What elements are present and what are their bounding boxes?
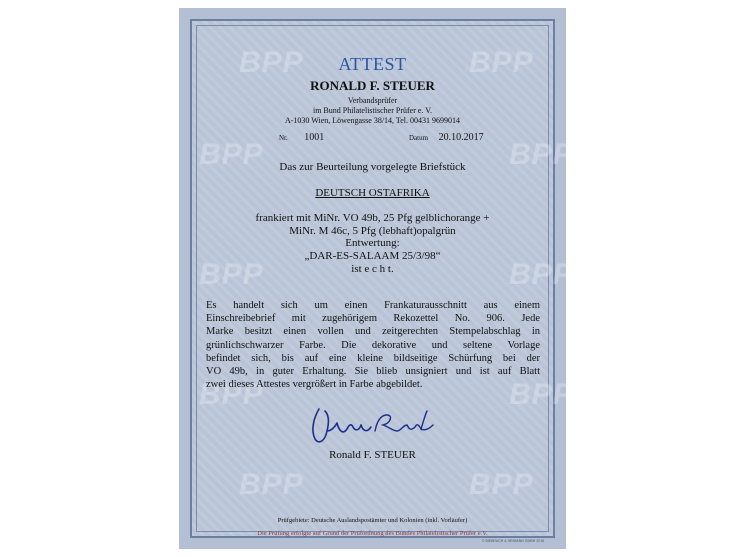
footer-scope: Prüfgebiete: Deutsche Auslandspostämter und Kolonien (inkl. Vorläufer): [277, 517, 468, 524]
watermark-text: BPP: [509, 138, 574, 171]
franking-line: MiNr. M 46c, 5 Pfg (lebhaft)opalgrün: [289, 225, 456, 237]
issuer-address: A-1030 Wien, Löwengasse 38/14, Tel. 00431 9699014: [284, 116, 461, 125]
watermark-text: BPP: [199, 378, 264, 411]
watermark-text: BPP: [239, 468, 304, 501]
cancellation-text: „DAR-ES-SALAAM 25/3/98“: [304, 250, 441, 262]
issuer-role: Verbandsprüfer: [347, 96, 398, 105]
date-value: 20.10.2017: [438, 132, 484, 143]
number-label: Nr.: [279, 134, 288, 142]
description-line: befindet sich, bis auf eine kleine bildseitige Schürfung bei der: [206, 352, 540, 364]
date-label: Datum: [409, 134, 429, 142]
watermark-text: BPP: [199, 138, 264, 171]
issuer-name: RONALD F. STEUER: [310, 78, 435, 93]
issuer-association: im Bund Philatelistischer Prüfer e. V.: [312, 106, 433, 115]
description-line: VO 49b, in guter Erhaltung. Sie blieb unsigniert und ist auf Blatt: [206, 365, 540, 377]
certificate-number: [279, 132, 324, 143]
description-line: Marke besitzt einen vollen und zeitgerechten Stempelabschlag in: [206, 326, 540, 338]
watermark-text: BPP: [469, 468, 534, 501]
certificate-sheet: [179, 8, 574, 549]
country-heading: DEUTSCH OSTAFRIKA: [315, 187, 430, 199]
watermark-text: BPP: [469, 46, 534, 79]
description-line: Einschreibebrief mit zugehörigem Rekozettel No. 906. Jede: [206, 313, 540, 325]
watermark-text: BPP: [509, 258, 574, 291]
verdict-text: ist e c h t.: [351, 263, 394, 275]
cancellation-label: Entwertung:: [345, 237, 400, 249]
watermark-text: BPP: [239, 46, 304, 79]
certificate-title: ATTEST: [338, 54, 407, 74]
handwritten-signature: [309, 401, 439, 446]
footer-rules: Die Prüfung erfolgte auf Grund der Prüfordnung des Bundes Philatelistischer Prüfer e.V.: [257, 530, 488, 537]
description-paragraph: [206, 299, 540, 391]
watermark-text: BPP: [509, 378, 574, 411]
description-line: Es handelt sich um einen Frankaturausschnitt aus einem: [206, 300, 540, 311]
description-line: zwei dieses Attestes vergrößert in Farbe abgebildet.: [206, 379, 423, 391]
description-line: grünlichschwarzer Farbe. Die dekorative und seltene Vorlage: [206, 339, 540, 351]
certificate-date: [409, 132, 484, 143]
franking-line: frankiert mit MiNr. VO 49b, 25 Pfg gelblichorange +: [255, 212, 490, 224]
signatory-name: Ronald F. STEUER: [329, 449, 416, 461]
printer-mark: © BIEBRACH & HEIMANN GMBH 2016: [481, 539, 544, 543]
number-value: 1001: [304, 132, 325, 143]
intro-text: Das zur Beurteilung vorgelegte Briefstück: [279, 161, 466, 173]
watermark-text: BPP: [199, 258, 264, 291]
certificate-content: [179, 8, 566, 549]
